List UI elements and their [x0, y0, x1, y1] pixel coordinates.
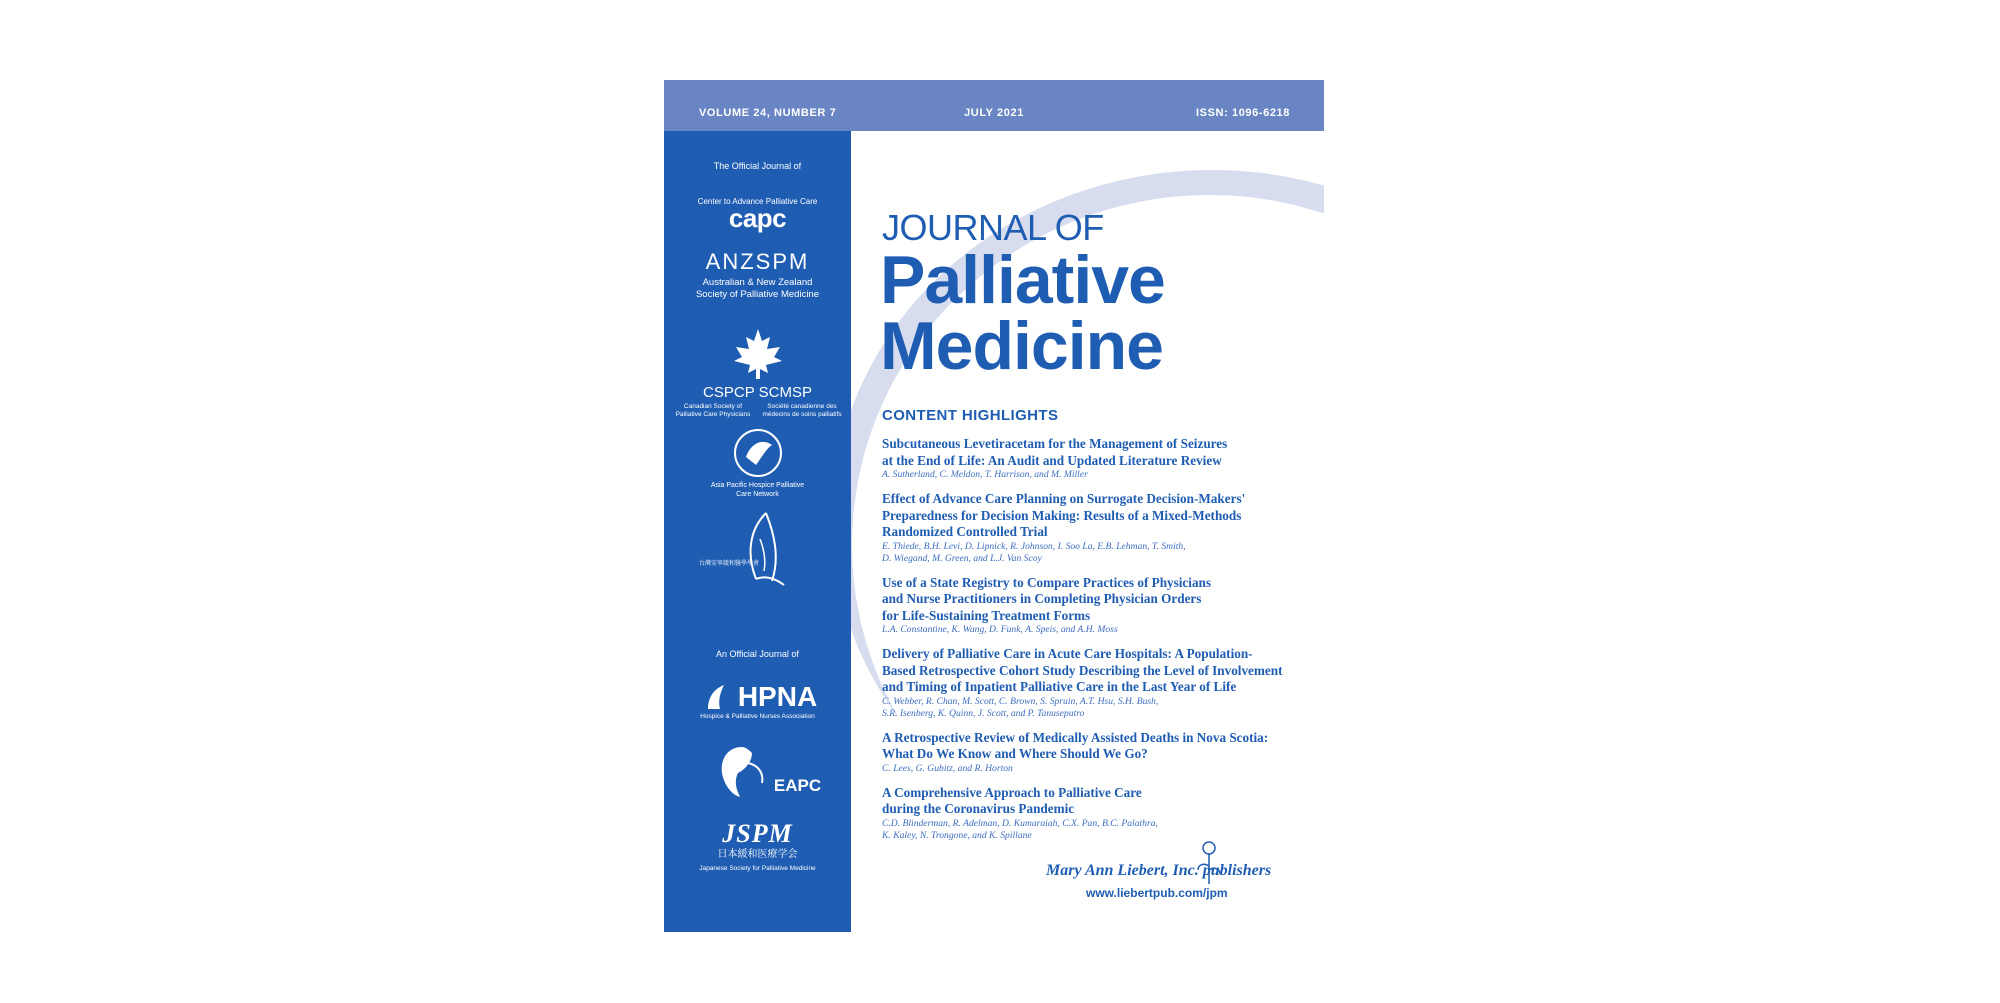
article-authors: E. Thiede, B.H. Levi, D. Lipnick, R. Johnson, I. Soo La, E.B. Lehman, T. Smith, D. Wiegand, M. Green, and L.J. Van Scoy	[882, 540, 1186, 564]
volume-number: VOLUME 24, NUMBER 7	[699, 107, 837, 119]
article-title: Effect of Advance Care Planning on Surrogate Decision-Makers' Preparedness for Decision Making: Results of a Mixed-Methods Randomized Controlled Trial	[882, 491, 1246, 539]
jspm-english-name: Japanese Society for Palliative Medicine	[699, 865, 816, 872]
article-title: Use of a State Registry to Compare Practices of Physicians and Nurse Practitioners in Completing Physician Orders for Life-Sustaining Treatment Forms	[882, 574, 1212, 623]
hpna-name: Hospice & Palliative Nurses Association	[700, 713, 815, 720]
journal-title-line-1: Palliative	[880, 242, 1165, 318]
maple-leaf-icon	[732, 327, 784, 379]
cover-header-bar	[664, 80, 1324, 131]
article-authors: C.D. Blinderman, R. Adelman, D. Kumaraiah, C.X. Pan, B.C. Palathra, K. Kaley, N. Trongone, and K. Spillane	[882, 817, 1158, 841]
article-item	[882, 491, 1302, 565]
article-item	[882, 646, 1302, 720]
anzspm-name: Australian & New Zealand Society of Palliative Medicine	[695, 277, 820, 300]
article-list	[882, 436, 1302, 852]
hpna-logo: HPNA	[737, 681, 818, 712]
cspcp-english: Canadian Society of Palliative Care Physicians	[675, 403, 751, 418]
jspm-japanese-name: 日本緩和医療学会	[717, 849, 798, 860]
issn: ISSN: 1096-6218	[1196, 107, 1290, 119]
article-item	[882, 436, 1302, 481]
cspcp-logo: CSPCP SCMSP	[703, 384, 812, 401]
journal-title-prefix: JOURNAL OF	[882, 207, 1104, 248]
article-item	[882, 575, 1302, 637]
official-journal-label: The Official Journal of	[713, 161, 802, 171]
society-sidebar	[664, 131, 851, 932]
jspm-logo: JSPM	[722, 819, 793, 848]
capc-logo: capc	[728, 203, 787, 233]
cspcp-french: Société canadienne des médecins de soins palliatifs	[762, 403, 842, 418]
article-title: A Comprehensive Approach to Palliative Care during the Coronavirus Pandemic	[882, 784, 1142, 816]
article-authors: L.A. Constantine, K. Wang, D. Funk, A. Speis, and A.H. Moss	[882, 624, 1118, 635]
capc-tagline: Center to Advance Palliative Care	[697, 197, 818, 206]
journal-cover	[664, 80, 1324, 932]
an-official-journal-label: An Official Journal of	[716, 649, 799, 659]
butterfly-logo-icon	[720, 509, 800, 589]
article-title: Delivery of Palliative Care in Acute Care Hospitals: A Population- Based Retrospective Cohort Study Describing the Level of Involvement and Timing of Inpatient Palliative Care in the Last Year of Life	[882, 646, 1283, 694]
eapc-logo: EAPC	[773, 776, 822, 795]
article-title: A Retrospective Review of Medically Assisted Deaths in Nova Scotia: What Do We Know and Where Should We Go?	[882, 729, 1269, 761]
publisher-url[interactable]: www.liebertpub.com/jpm	[1086, 886, 1228, 900]
article-authors: C. Lees, G. Gubitz, and R. Horton	[882, 762, 1013, 774]
journal-title-line-2: Medicine	[880, 308, 1163, 384]
taiwan-society-name: 台灣安寧緩和醫學學會	[698, 561, 759, 567]
aphpcn-name: Asia Pacific Hospice Palliative Care Network	[710, 482, 805, 498]
article-title: Subcutaneous Levetiracetam for the Management of Seizures at the End of Life: An Audit and Updated Literature Review	[882, 436, 1228, 468]
content-highlights-heading: CONTENT HIGHLIGHTS	[882, 407, 1059, 424]
article-item	[882, 730, 1302, 775]
anzspm-logo: ANZSPM	[705, 249, 810, 274]
article-authors: A. Sutherland, C. Meldon, T. Harrison, and M. Miller	[882, 469, 1088, 480]
issue-date: JULY 2021	[964, 107, 1024, 119]
aphpcn-globe-icon	[732, 427, 784, 479]
publisher-name: Mary Ann Liebert, Inc. publishers	[1046, 862, 1272, 879]
article-item	[882, 785, 1302, 842]
article-authors: C. Webber, R. Chan, M. Scott, C. Brown, S. Spruin, A.T. Hsu, S.H. Bush, S.R. Isenberg, K. Quinn, J. Scott, and P. Tanuseputro	[882, 695, 1159, 719]
